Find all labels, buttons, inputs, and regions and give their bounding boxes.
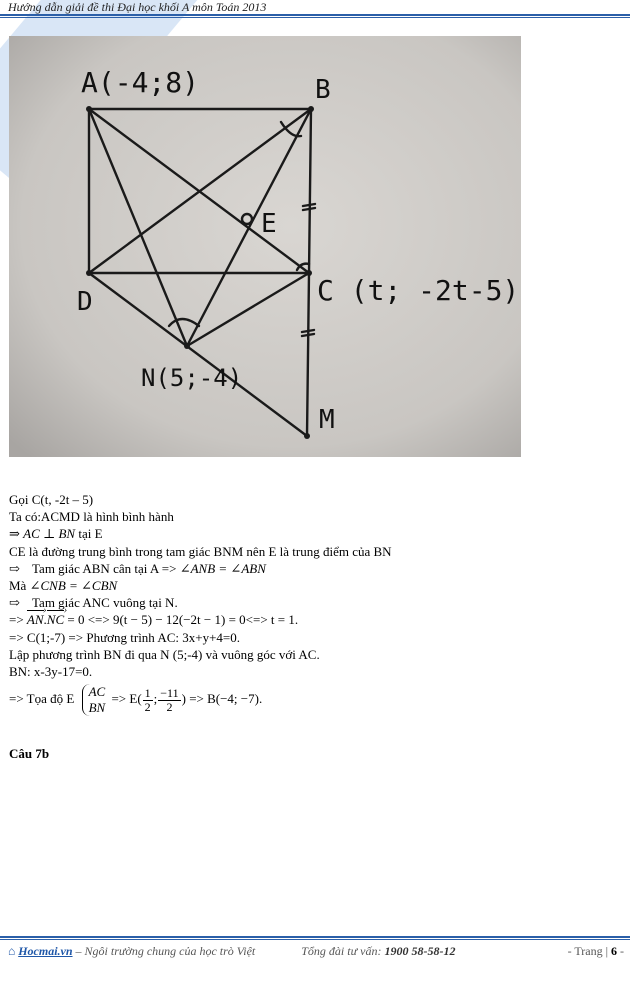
arrow-bullet-icon: ⇨ bbox=[9, 560, 20, 576]
angle-equality-2: ∠CNB = ∠CBN bbox=[29, 578, 118, 594]
solution-text bbox=[9, 491, 619, 716]
solution-line-8: => AN ›.NC › = 0 <=> 9(t − 5) − 12(−2t − 1) = 0<=> t = 1. bbox=[9, 611, 619, 628]
solution-line-10: Lập phương trình BN đi qua N (5;-4) và vuông góc với AC. bbox=[9, 646, 320, 662]
label-m: M bbox=[319, 405, 335, 435]
solution-line-5: ⇨ Tam giác ABN cân tại A => ∠ANB = ∠ABN bbox=[9, 560, 266, 576]
label-d: D bbox=[77, 287, 93, 317]
implies-symbol: ⇒ bbox=[9, 526, 20, 542]
perpendicular-expr: AC ⊥ BN bbox=[23, 526, 76, 542]
header-title: Hướng dẫn giải đề thi Đại học khối A môn Toán 2013 bbox=[8, 0, 267, 14]
photo-background bbox=[9, 36, 521, 457]
angle-equality: ∠ANB = ∠ABN bbox=[179, 560, 266, 576]
footer-rule-thin bbox=[0, 939, 630, 940]
solution-line-6: Mà ∠CNB = ∠CBN bbox=[9, 578, 118, 594]
solution-line-9: => C(1;-7) => Phương trình AC: 3x+y+4=0. bbox=[9, 629, 240, 645]
arrow-bullet-icon: ⇨ bbox=[9, 595, 20, 611]
hotline-number: 1900 58-58-12 bbox=[384, 944, 456, 958]
header-rule-thin bbox=[0, 17, 630, 18]
label-c: C (t; -2t-5) bbox=[317, 274, 520, 307]
vector-nc: NC › bbox=[47, 611, 64, 628]
solution-line-12: => Tọa độ E AC BN => E( $\frac{1}{2}$ ; $\frac{-11}{2}$ ) => B(−4; −7). bbox=[9, 684, 263, 716]
solution-line-11: BN: x-3y-17=0. bbox=[9, 664, 93, 680]
page-number: - Trang | 6 - bbox=[567, 944, 624, 958]
label-b: B bbox=[315, 75, 331, 105]
solution-line-1: Gọi C(t, -2t – 5) bbox=[9, 492, 94, 507]
fraction-1: $\frac{1}{2}$ bbox=[144, 685, 151, 714]
footer-rule bbox=[0, 936, 630, 938]
equation-system: AC BN bbox=[82, 684, 106, 716]
slogan: – Ngôi trường chung của học trò Việt bbox=[75, 944, 256, 958]
solution-line-4: CE là đường trung bình trong tam giác BNM nên E là trung điểm của BN bbox=[9, 543, 392, 559]
figure-photo bbox=[9, 36, 521, 457]
fraction-2: $\frac{-11}{2}$ bbox=[160, 685, 179, 714]
label-e: E bbox=[261, 209, 277, 239]
label-n: N(5;-4) bbox=[141, 364, 243, 392]
header-rule bbox=[0, 14, 630, 16]
label-a: A(-4;8) bbox=[81, 66, 200, 99]
solution-line-7: ⇨ Tam giác ANC vuông tại N. bbox=[9, 595, 178, 611]
section-heading: Câu 7b bbox=[9, 746, 50, 761]
solution-line-3: ⇒ AC ⊥ BN tại E bbox=[9, 526, 103, 542]
footer bbox=[8, 944, 624, 959]
school-icon: ⌂ bbox=[8, 944, 16, 958]
hotline-label: Tổng đài tư vấn: bbox=[301, 944, 382, 958]
vector-an: AN › bbox=[27, 611, 44, 628]
site-link[interactable]: Hocmai.vn bbox=[18, 944, 73, 958]
solution-line-2: Ta có:ACMD là hình bình hành bbox=[9, 509, 174, 525]
